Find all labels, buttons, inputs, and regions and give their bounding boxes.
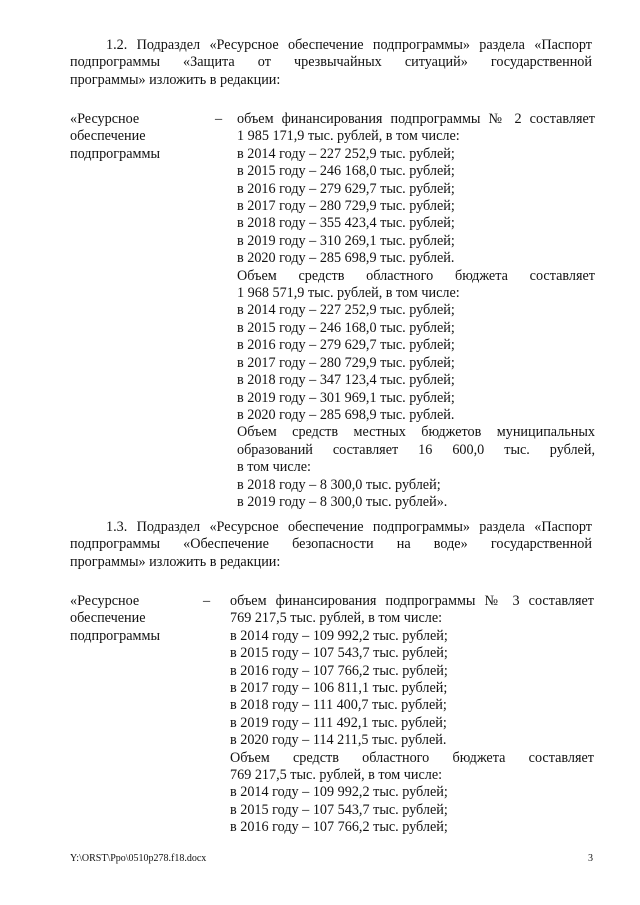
footer-file-path: Y:\ORST\Ppo\0510p278.f18.docx (70, 853, 207, 864)
body-line: Объем средств областного бюджета составляет (230, 749, 594, 766)
resource-body (237, 111, 595, 511)
body-line: 769 217,5 тыс. рублей, в том числе: (230, 610, 443, 627)
section-1-2-heading (70, 37, 592, 89)
body-line: в 2016 году – 107 766,2 тыс. рублей; (230, 662, 448, 679)
body-line: в 2017 году – 280 729,9 тыс. рублей; (237, 354, 455, 371)
label-dash: – (203, 593, 211, 609)
resource-label (70, 111, 190, 163)
body-line: в 2015 году – 246 168,0 тыс. рублей; (237, 319, 455, 336)
heading-line: 1.2. Подраздел «Ресурсное обеспечение подпрограммы» раздела «Паспорт (106, 37, 592, 53)
section-1-3-resource-block (70, 593, 595, 843)
resource-body (230, 593, 594, 837)
label-line: «Ресурсное (70, 111, 140, 127)
body-line: в 2015 году – 107 543,7 тыс. рублей; (230, 645, 448, 662)
body-line: в 2014 году – 227 252,9 тыс. рублей; (237, 145, 455, 162)
body-line: в 2019 году – 310 269,1 тыс. рублей; (237, 232, 455, 249)
heading-line: программы» изложить в редакции: (70, 553, 281, 570)
label-line: обеспечение (70, 610, 146, 627)
label-line: обеспечение (70, 128, 146, 145)
body-line: в том числе: (237, 459, 311, 476)
body-line: в 2017 году – 106 811,1 тыс. рублей; (230, 680, 448, 697)
section-1-3-heading (70, 519, 592, 571)
body-line: в 2018 году – 111 400,7 тыс. рублей; (230, 697, 447, 714)
body-line: в 2018 году – 347 123,4 тыс. рублей; (237, 372, 455, 389)
body-line: в 2016 году – 279 629,7 тыс. рублей; (237, 180, 455, 197)
body-line: в 2014 году – 109 992,2 тыс. рублей; (230, 784, 448, 801)
body-line: образований составляет 16 600,0 тыс. рублей, (237, 441, 595, 458)
body-line: в 2018 году – 8 300,0 тыс. рублей; (237, 476, 441, 493)
body-line: 1 985 171,9 тыс. рублей, в том числе: (237, 128, 460, 145)
body-line: в 2019 году – 111 492,1 тыс. рублей; (230, 714, 447, 731)
body-line: в 2020 году – 285 698,9 тыс. рублей. (237, 250, 455, 267)
body-line: объем финансирования подпрограммы № 2 составляет (237, 111, 595, 127)
body-line: Объем средств местных бюджетов муниципальных (237, 424, 595, 441)
body-line: 1 968 571,9 тыс. рублей, в том числе: (237, 285, 460, 302)
body-line: в 2020 году – 285 698,9 тыс. рублей. (237, 406, 455, 423)
body-line: в 2017 году – 280 729,9 тыс. рублей; (237, 198, 455, 215)
body-line: в 2015 году – 246 168,0 тыс. рублей; (237, 163, 455, 180)
body-line: 769 217,5 тыс. рублей, в том числе: (230, 767, 443, 784)
body-line: Объем средств областного бюджета составляет (237, 267, 595, 284)
body-line: в 2019 году – 301 969,1 тыс. рублей; (237, 389, 455, 406)
body-line: в 2016 году – 279 629,7 тыс. рублей; (237, 337, 455, 354)
page-number: 3 (588, 853, 593, 864)
body-line: в 2020 году – 114 211,5 тыс. рублей. (230, 732, 447, 749)
heading-line: подпрограммы «Защита от чрезвычайных ситуаций» государственной (70, 54, 592, 71)
section-1-2-resource-block (70, 111, 595, 511)
body-line: в 2019 году – 8 300,0 тыс. рублей». (237, 493, 448, 510)
body-line: в 2014 году – 227 252,9 тыс. рублей; (237, 302, 455, 319)
label-dash: – (215, 111, 223, 127)
label-line: подпрограммы (70, 145, 160, 162)
body-line: объем финансирования подпрограммы № 3 составляет (230, 593, 594, 609)
heading-line: программы» изложить в редакции: (70, 71, 281, 88)
label-line: «Ресурсное (70, 593, 140, 609)
body-line: в 2018 году – 355 423,4 тыс. рублей; (237, 215, 455, 232)
label-line: подпрограммы (70, 627, 160, 644)
resource-label (70, 593, 190, 645)
heading-line: подпрограммы «Обеспечение безопасности на воде» государственной (70, 536, 592, 553)
body-line: в 2015 году – 107 543,7 тыс. рублей; (230, 801, 448, 818)
body-line: в 2014 году – 109 992,2 тыс. рублей; (230, 627, 448, 644)
body-line: в 2016 году – 107 766,2 тыс. рублей; (230, 819, 448, 836)
heading-line: 1.3. Подраздел «Ресурсное обеспечение подпрограммы» раздела «Паспорт (106, 519, 592, 535)
